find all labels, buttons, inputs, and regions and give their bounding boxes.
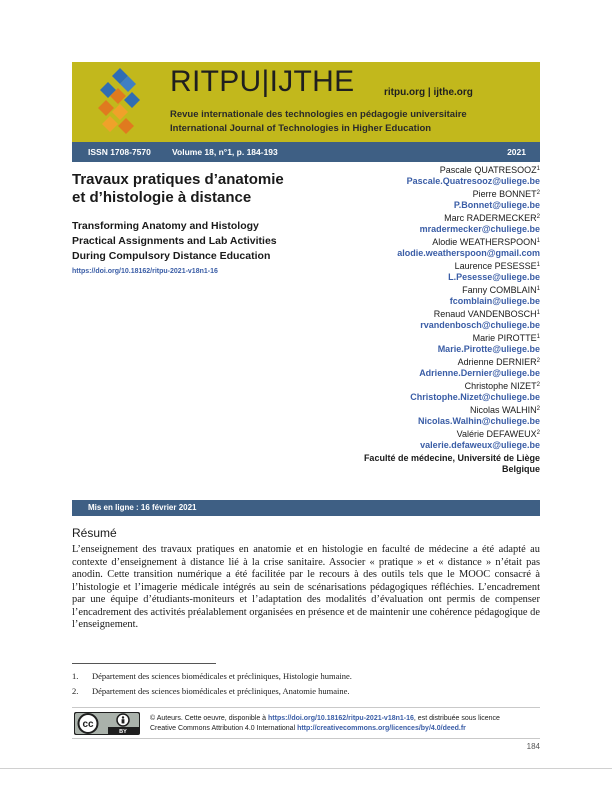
license-doi-link[interactable]: https://doi.org/10.18162/ritpu-2021-v18n1-16 [268, 715, 414, 722]
author-name: Laurence PESESSE$^1$ [454, 261, 540, 271]
by-glyph: BY [119, 729, 127, 735]
cc-glyph: cc [82, 719, 94, 730]
abstract-text: L’enseignement des travaux pratiques en anatomie et en histologie en faculté de médecine a été adapté au contexte d’enseignement à distance lié à la crise sanitaire. Associer « pratique » et « distance » n’était pas anodin. Cette transition numérique a été facilitée par le recours à des outils tels que le MOOC consacré à l’histologie et l’imagerie médicale intégrés au sein de scénarisations pédagogiques réfléchies. L’encadrement par une équipe d’étudiants-moniteurs et l’adaptation des modalités d’évaluation ont permis de compenser l’encadrement des activités préalablement organisées en présence et de maintenir une cohérence pédagogique de l’enseignement. [72, 544, 540, 630]
author-email-link[interactable]: Adrienne.Dernier@uliege.be [419, 368, 540, 378]
author-name: Marie PIROTTE$^1$ [472, 333, 540, 343]
author-entry [300, 380, 540, 403]
author-name: Valérie DEFAWEUX$^2$ [456, 429, 540, 439]
footnote-divider [72, 663, 216, 664]
journal-name-en: International Journal of Technologies in Higher Education [170, 123, 432, 134]
affiliation-marker: 1 [536, 286, 540, 292]
author-entry [300, 260, 540, 283]
author-name: Christophe NIZET$^2$ [464, 381, 540, 391]
subtitle-line-3: During Compulsory Distance Education [72, 250, 271, 262]
online-date: Mis en ligne : 16 février 2021 [88, 503, 197, 512]
author-email-link[interactable]: alodie.weatherspoon@gmail.com [397, 248, 540, 258]
author-entry [300, 356, 540, 379]
author-email-link[interactable]: fcomblain@uliege.be [449, 296, 540, 306]
author-email-link[interactable]: Nicolas.Walhin@chuliege.be [418, 416, 540, 426]
cc-by-license-badge[interactable] [74, 712, 140, 735]
journal-name-fr: Revue internationale des technologies en pédagogie universitaire [170, 109, 467, 120]
license-line-1: © Auteurs. Cette oeuvre, disponible à https://doi.org/10.18162/ritpu-2021-v18n1-16, est distribuée sous licence [150, 715, 500, 722]
author-entry [300, 164, 540, 187]
title-line-1: Travaux pratiques d’anatomie [72, 171, 284, 188]
doi-link[interactable]: https://doi.org/10.18162/ritpu-2021-v18n1-16 [72, 268, 218, 275]
license-statement [150, 714, 500, 734]
author-email-link[interactable]: valerie.defaweux@uliege.be [420, 440, 540, 450]
author-email-link[interactable]: P.Bonnet@uliege.be [453, 200, 540, 210]
author-entry [300, 236, 540, 259]
creative-commons-icon [74, 712, 140, 735]
journal-urls[interactable]: ritpu.org | ijthe.org [384, 87, 473, 98]
online-date-bar [72, 500, 540, 516]
author-email-link[interactable]: L.Pesesse@uliege.be [448, 272, 540, 282]
footnote-1 [72, 671, 352, 681]
author-email-link[interactable]: Marie.Pirotte@uliege.be [437, 344, 540, 354]
author-email-link[interactable]: Pascale.Quatresooz@uliege.be [406, 176, 540, 186]
affiliation-marker: 1 [536, 262, 540, 268]
subtitle-line-2: Practical Assignments and Lab Activities [72, 235, 277, 247]
affiliation-line1: Faculté de médecine, Université de Liège [363, 453, 540, 463]
affiliation-marker: 1 [536, 238, 540, 244]
issn-label: ISSN 1708-7570 [88, 147, 151, 157]
affiliation-marker: 2 [536, 406, 540, 412]
affiliation-marker: 2 [536, 430, 540, 436]
affiliation [300, 453, 540, 475]
author-entry [300, 404, 540, 427]
author-name: Renaud VANDENBOSCH$^1$ [433, 309, 540, 319]
author-name: Fanny COMBLAIN$^1$ [462, 285, 540, 295]
subtitle-line-1: Transforming Anatomy and Histology [72, 220, 259, 232]
journal-brand: RITPU|IJTHE [170, 65, 355, 98]
author-name: Alodie WEATHERSPOON$^1$ [432, 237, 540, 247]
affiliation-marker: 1 [536, 334, 540, 340]
affiliation-marker: 2 [536, 382, 540, 388]
footnote-text: Département des sciences biomédicales et précliniques, Histologie humaine. [92, 671, 352, 681]
volume-label: Volume 18, n°1, p. 184-193 [172, 147, 278, 157]
footnote-text: Département des sciences biomédicales et précliniques, Anatomie humaine. [92, 686, 350, 696]
license-divider-top [72, 707, 540, 708]
footnote-number: 1. [72, 671, 79, 681]
author-name: Pascale QUATRESOOZ$^1$ [439, 165, 540, 175]
author-name: Nicolas WALHIN$^2$ [469, 405, 540, 415]
license-line-2: Creative Commons Attribution 4.0 International http://creativecommons.org/licences/by/4.0/deed.fr [150, 725, 466, 732]
journal-header [72, 62, 540, 142]
author-entry [300, 308, 540, 331]
author-name: Pierre BONNET$^2$ [472, 189, 540, 199]
affiliation-marker: 1 [536, 310, 540, 316]
author-entry [300, 188, 540, 211]
affiliation-marker: 1 [536, 166, 540, 172]
abstract-heading: Résumé [72, 526, 117, 540]
affiliation-marker: 2 [536, 214, 540, 220]
author-email-link[interactable]: mradermecker@chuliege.be [419, 224, 540, 234]
author-entry [300, 332, 540, 355]
author-list [300, 164, 540, 475]
title-line-2: et d’histologie à distance [72, 189, 252, 206]
footnote-number: 2. [72, 686, 79, 696]
affiliation-line2: Belgique [501, 464, 540, 474]
issue-info-bar [72, 142, 540, 162]
license-divider-bottom [72, 738, 540, 739]
article-title [72, 171, 302, 207]
affiliation-marker: 2 [536, 358, 540, 364]
year-label: 2021 [507, 147, 526, 157]
author-name: Marc RADERMECKER$^2$ [444, 213, 540, 223]
article-subtitle [72, 219, 322, 264]
journal-logo-icon [92, 66, 148, 140]
affiliation-marker: 2 [536, 190, 540, 196]
author-entry [300, 284, 540, 307]
author-email-link[interactable]: Christophe.Nizet@chuliege.be [410, 392, 540, 402]
author-entry [300, 428, 540, 451]
license-url-link[interactable]: http://creativecommons.org/licences/by/4.0/deed.fr [297, 725, 466, 732]
author-email-link[interactable]: rvandenbosch@chuliege.be [420, 320, 540, 330]
page-number: 184 [526, 742, 540, 751]
author-name: Adrienne DERNIER$^2$ [457, 357, 540, 367]
footnote-2 [72, 686, 350, 696]
author-entry [300, 212, 540, 235]
page-bottom-rule [0, 768, 612, 769]
